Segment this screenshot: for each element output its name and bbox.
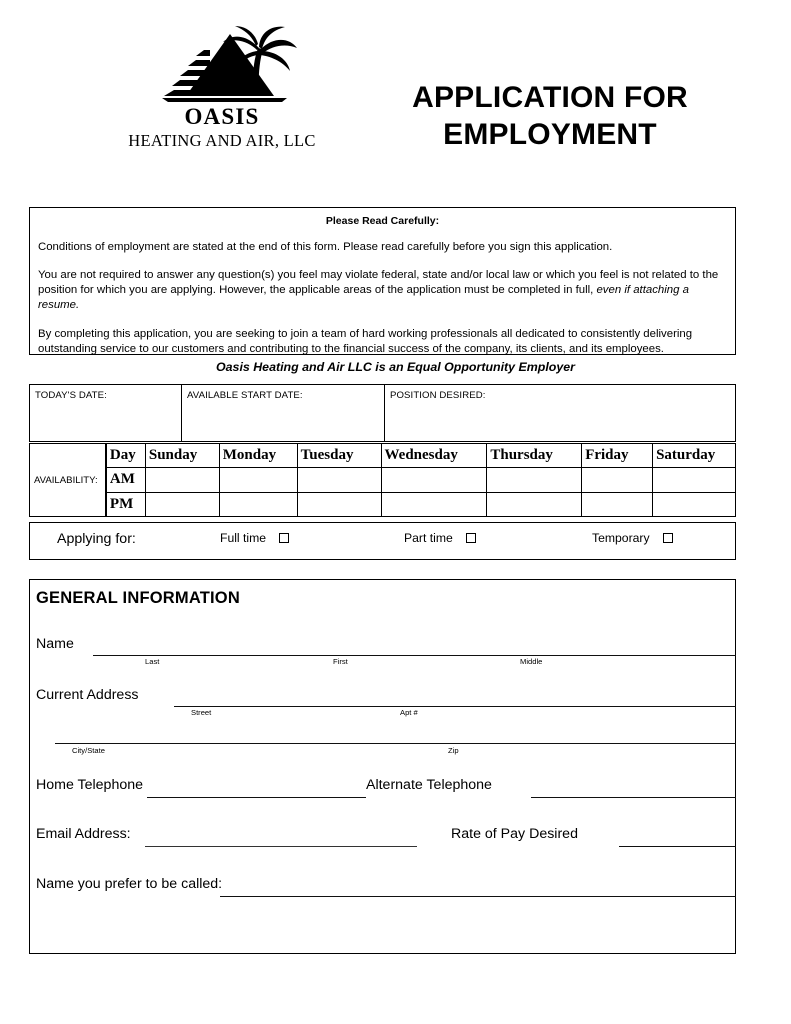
availability-day-tuesday: Tuesday (297, 444, 381, 468)
applying-for-box (29, 522, 736, 560)
available-start-date-label: AVAILABLE START DATE: (187, 390, 303, 401)
applying-for-option-full-time[interactable] (220, 531, 289, 545)
date-position-row (29, 384, 736, 442)
availability-cell-pm-saturday[interactable] (653, 492, 736, 516)
equal-opportunity-statement: Oasis Heating and Air LLC is an Equal Opportunity Employer (216, 360, 575, 374)
availability-cell-am-monday[interactable] (219, 468, 297, 492)
availability-cell-am-wednesday[interactable] (381, 468, 487, 492)
availability-day-header: Day (106, 444, 145, 468)
pyramid-palm-tree-icon (122, 24, 322, 104)
applying-for-label: Applying for: (57, 531, 136, 547)
read-carefully-heading: Please Read Carefully: (325, 215, 440, 227)
company-logo (82, 24, 362, 151)
home-telephone-input[interactable] (147, 797, 366, 798)
applying-for-option-temporary[interactable] (592, 531, 673, 545)
availability-cell-pm-sunday[interactable] (145, 492, 219, 516)
name-input[interactable] (93, 655, 736, 656)
availability-cell-am-sunday[interactable] (145, 468, 219, 492)
read-carefully-paragraph-2-text: You are not required to answer any question(s) you feel may violate federal, state and/or local law or which you feel is not related to the position for which you are applying. However, the applicable areas of the application must be completed in full, (38, 269, 719, 297)
availability-cell-am-thursday[interactable] (487, 468, 582, 492)
general-information-title: GENERAL INFORMATION (36, 589, 240, 607)
availability-day-sunday: Sunday (145, 444, 219, 468)
todays-date-label: TODAY'S DATE: (35, 390, 107, 401)
temporary-checkbox[interactable] (663, 533, 673, 543)
availability-cell-pm-wednesday[interactable] (381, 492, 487, 516)
full-time-label: Full time (220, 531, 267, 545)
availability-am-row (106, 468, 735, 492)
read-carefully-paragraph-1: Conditions of employment are stated at the end of this form. Please read carefully before you sign this application. (38, 241, 613, 253)
alternate-telephone-input[interactable] (531, 797, 736, 798)
general-information-section (29, 579, 736, 954)
name-sublabel-last: Last (145, 657, 160, 666)
logo-company-name: OASIS (184, 104, 260, 129)
part-time-checkbox[interactable] (466, 533, 476, 543)
availability-cell-am-saturday[interactable] (653, 468, 736, 492)
availability-cell-am-friday[interactable] (582, 468, 653, 492)
availability-label: AVAILABILITY: (34, 474, 98, 486)
availability-day-wednesday: Wednesday (381, 444, 487, 468)
email-address-input[interactable] (145, 846, 417, 847)
availability-cell-am-tuesday[interactable] (297, 468, 381, 492)
availability-day-friday: Friday (582, 444, 653, 468)
email-address-label: Email Address: (36, 826, 131, 842)
page-title-line-2: EMPLOYMENT (443, 117, 657, 151)
preferred-name-label: Name you prefer to be called: (36, 876, 223, 892)
alternate-telephone-label: Alternate Telephone (366, 777, 492, 793)
name-sublabel-first: First (333, 657, 348, 666)
full-time-checkbox[interactable] (279, 533, 289, 543)
availability-am-label: AM (106, 468, 145, 492)
rate-of-pay-label: Rate of Pay Desired (451, 826, 578, 842)
page-title (350, 80, 750, 153)
page-header (0, 18, 791, 151)
home-telephone-label: Home Telephone (36, 777, 144, 793)
read-carefully-paragraph-2-emphasis: even if attaching a resume. (38, 284, 689, 312)
read-carefully-paragraph-3: By completing this application, you are seeking to join a team of hard working professionals all dedicated to consistently delivering outstanding service to our customers and contributing to the financial success of the company, its clients, and its employees. (38, 327, 693, 355)
name-label: Name (36, 636, 74, 652)
availability-table (106, 443, 736, 517)
address-sublabel-street: Street (191, 708, 212, 717)
address-sublabel-apt: Apt # (400, 708, 418, 717)
temporary-label: Temporary (592, 531, 650, 545)
availability-cell-pm-tuesday[interactable] (297, 492, 381, 516)
read-carefully-box (29, 207, 736, 355)
part-time-label: Part time (404, 531, 453, 545)
availability-section (29, 443, 736, 517)
applying-for-option-part-time[interactable] (404, 531, 476, 545)
availability-day-saturday: Saturday (653, 444, 736, 468)
rate-of-pay-input[interactable] (619, 846, 736, 847)
availability-header-row (106, 444, 735, 468)
page-title-line-1: APPLICATION FOR (412, 81, 688, 114)
position-desired-field[interactable] (385, 385, 735, 441)
preferred-name-input[interactable] (220, 896, 736, 897)
todays-date-field[interactable] (30, 385, 182, 441)
name-sublabel-middle: Middle (520, 657, 543, 666)
availability-cell-pm-thursday[interactable] (487, 492, 582, 516)
availability-day-monday: Monday (219, 444, 297, 468)
availability-cell-pm-monday[interactable] (219, 492, 297, 516)
availability-pm-label: PM (106, 492, 145, 516)
address-sublabel-zip: Zip (448, 746, 459, 755)
current-address-label: Current Address (36, 687, 139, 703)
address-sublabel-city-state: City/State (72, 746, 105, 755)
city-state-zip-input[interactable] (55, 743, 736, 744)
availability-pm-row (106, 492, 735, 516)
read-carefully-paragraph-2 (38, 268, 729, 313)
availability-day-thursday: Thursday (487, 444, 582, 468)
position-desired-label: POSITION DESIRED: (390, 390, 486, 401)
logo-company-tagline: HEATING AND AIR, LLC (128, 131, 316, 151)
current-address-input[interactable] (174, 706, 736, 707)
availability-cell-pm-friday[interactable] (582, 492, 653, 516)
available-start-date-field[interactable] (182, 385, 385, 441)
availability-label-cell (29, 443, 106, 517)
